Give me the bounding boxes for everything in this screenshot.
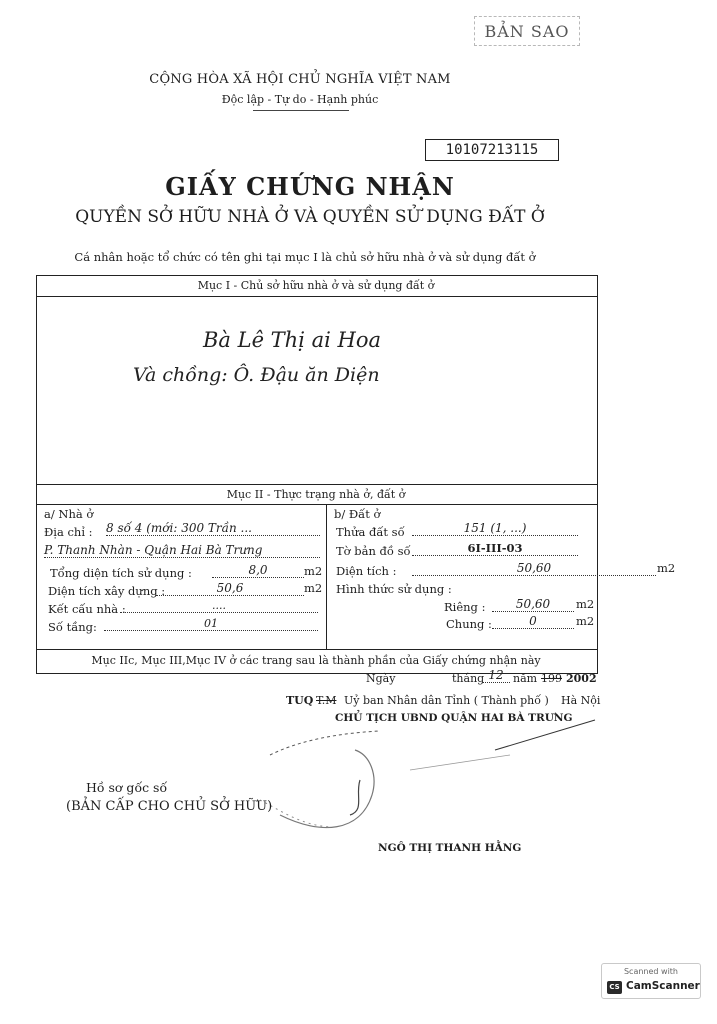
copy-stamp: BẢN SAO [474,16,580,46]
official-seal-and-signature [260,715,600,845]
map-value: 6I-III-03 [412,541,578,556]
section2-heading: Mục II - Thực trạng nhà ở, đất ở [226,488,406,501]
floors-value: 01 [104,617,318,631]
section2-top-divider [36,484,598,485]
section1-divider [36,296,598,297]
shared-value: 0 [492,614,574,629]
motto-underline [253,110,349,111]
usage-label: Hình thức sử dụng : [336,582,452,596]
camscanner-badge [601,963,701,999]
date-month-value: 12 [482,668,510,683]
land-heading: b/ Đất ở [334,507,381,521]
section2-column-divider [326,504,327,649]
house-heading: a/ Nhà ở [44,507,94,521]
built-area-unit: m2 [304,581,323,595]
plot-value: 151 (1, ...) [412,521,578,536]
continuation-note: Mục IIc, Mục III,Mục IV ở các trang sau là thành phần của Giấy chứng nhận này [91,654,541,667]
total-area-value: 8,0 [212,563,304,578]
intro-text: Cá nhân hoặc tổ chức có tên ghi tại mục I là chủ sở hữu nhà ở và sử dụng đất ở [74,250,536,264]
section1-heading: Mục I - Chủ sở hữu nhà ở và sử dụng đất ở [197,279,435,292]
authority-body: Uỷ ban Nhân dân Tỉnh ( Thành phố ) [344,694,549,707]
land-area-label: Diện tích : [336,564,397,578]
map-label: Tờ bản đồ số [336,544,411,558]
date-year-value: 2002 [566,672,597,685]
built-area-value: 50,6 [156,581,304,596]
motto: Độc lập - Tự do - Hạnh phúc [221,93,379,106]
date-day-label: Ngày [366,672,396,685]
shared-unit: m2 [576,614,595,628]
address-value-2: P. Thanh Nhàn - Quận Hai Bà Trưng [44,543,320,558]
structure-label: Kết cấu nhà : [48,602,126,616]
spouse-name: Và chồng: Ô. Đậu ăn Diện [133,364,380,386]
authority-prefix: TUQ [286,694,314,707]
land-area-value: 50,60 [412,561,656,576]
owner-name: Bà Lê Thị ai Hoa [203,328,381,352]
private-unit: m2 [576,597,595,611]
date-year-label: năm [513,672,538,685]
address-label: Địa chỉ : [44,525,93,539]
section2-divider [36,504,598,505]
camscanner-name: CamScanner [626,980,700,992]
structure-value: .... [120,599,318,613]
private-label: Riêng : [444,600,486,614]
private-value: 50,60 [492,597,574,612]
date-year-struck: 199 [541,672,562,685]
total-area-unit: m2 [304,564,323,578]
land-area-unit: m2 [657,561,676,575]
camscanner-logo-icon: CS [607,981,622,994]
certificate-number: 10107213115 [425,139,559,161]
total-area-label: Tổng diện tích sử dụng : [50,566,192,580]
nation-heading: CỘNG HÒA XÃ HỘI CHỦ NGHĨA VIỆT NAM [149,72,451,87]
scanned-with-label: Scanned with [623,967,679,976]
original-file-label: Hồ sơ gốc số [86,780,168,795]
owner-copy-note: (BẢN CẤP CHO CHỦ SỞ HỮU) [66,799,273,814]
document-title: GIẤY CHỨNG NHẬN [165,172,455,201]
built-area-label: Diện tích xây dựng : [48,584,166,598]
date-month-label: tháng [452,672,485,685]
document-subtitle: QUYỀN SỞ HỮU NHÀ Ở VÀ QUYỀN SỬ DỤNG ĐẤT Ở [75,207,545,227]
authority-struck: T.M [316,694,337,707]
floors-label: Số tầng: [48,620,97,634]
shared-label: Chung : [446,617,492,631]
signer-name: NGÔ THỊ THANH HẰNG [378,842,522,854]
address-value-1: 8 số 4 (mới: 300 Trần ... [106,521,320,536]
chair-title: CHỦ TỊCH UBND QUẬN HAI BÀ TRƯNG [335,712,573,724]
section2-bottom-divider [36,649,598,650]
authority-city: Hà Nội [561,694,601,707]
plot-label: Thửa đất số [336,525,405,539]
